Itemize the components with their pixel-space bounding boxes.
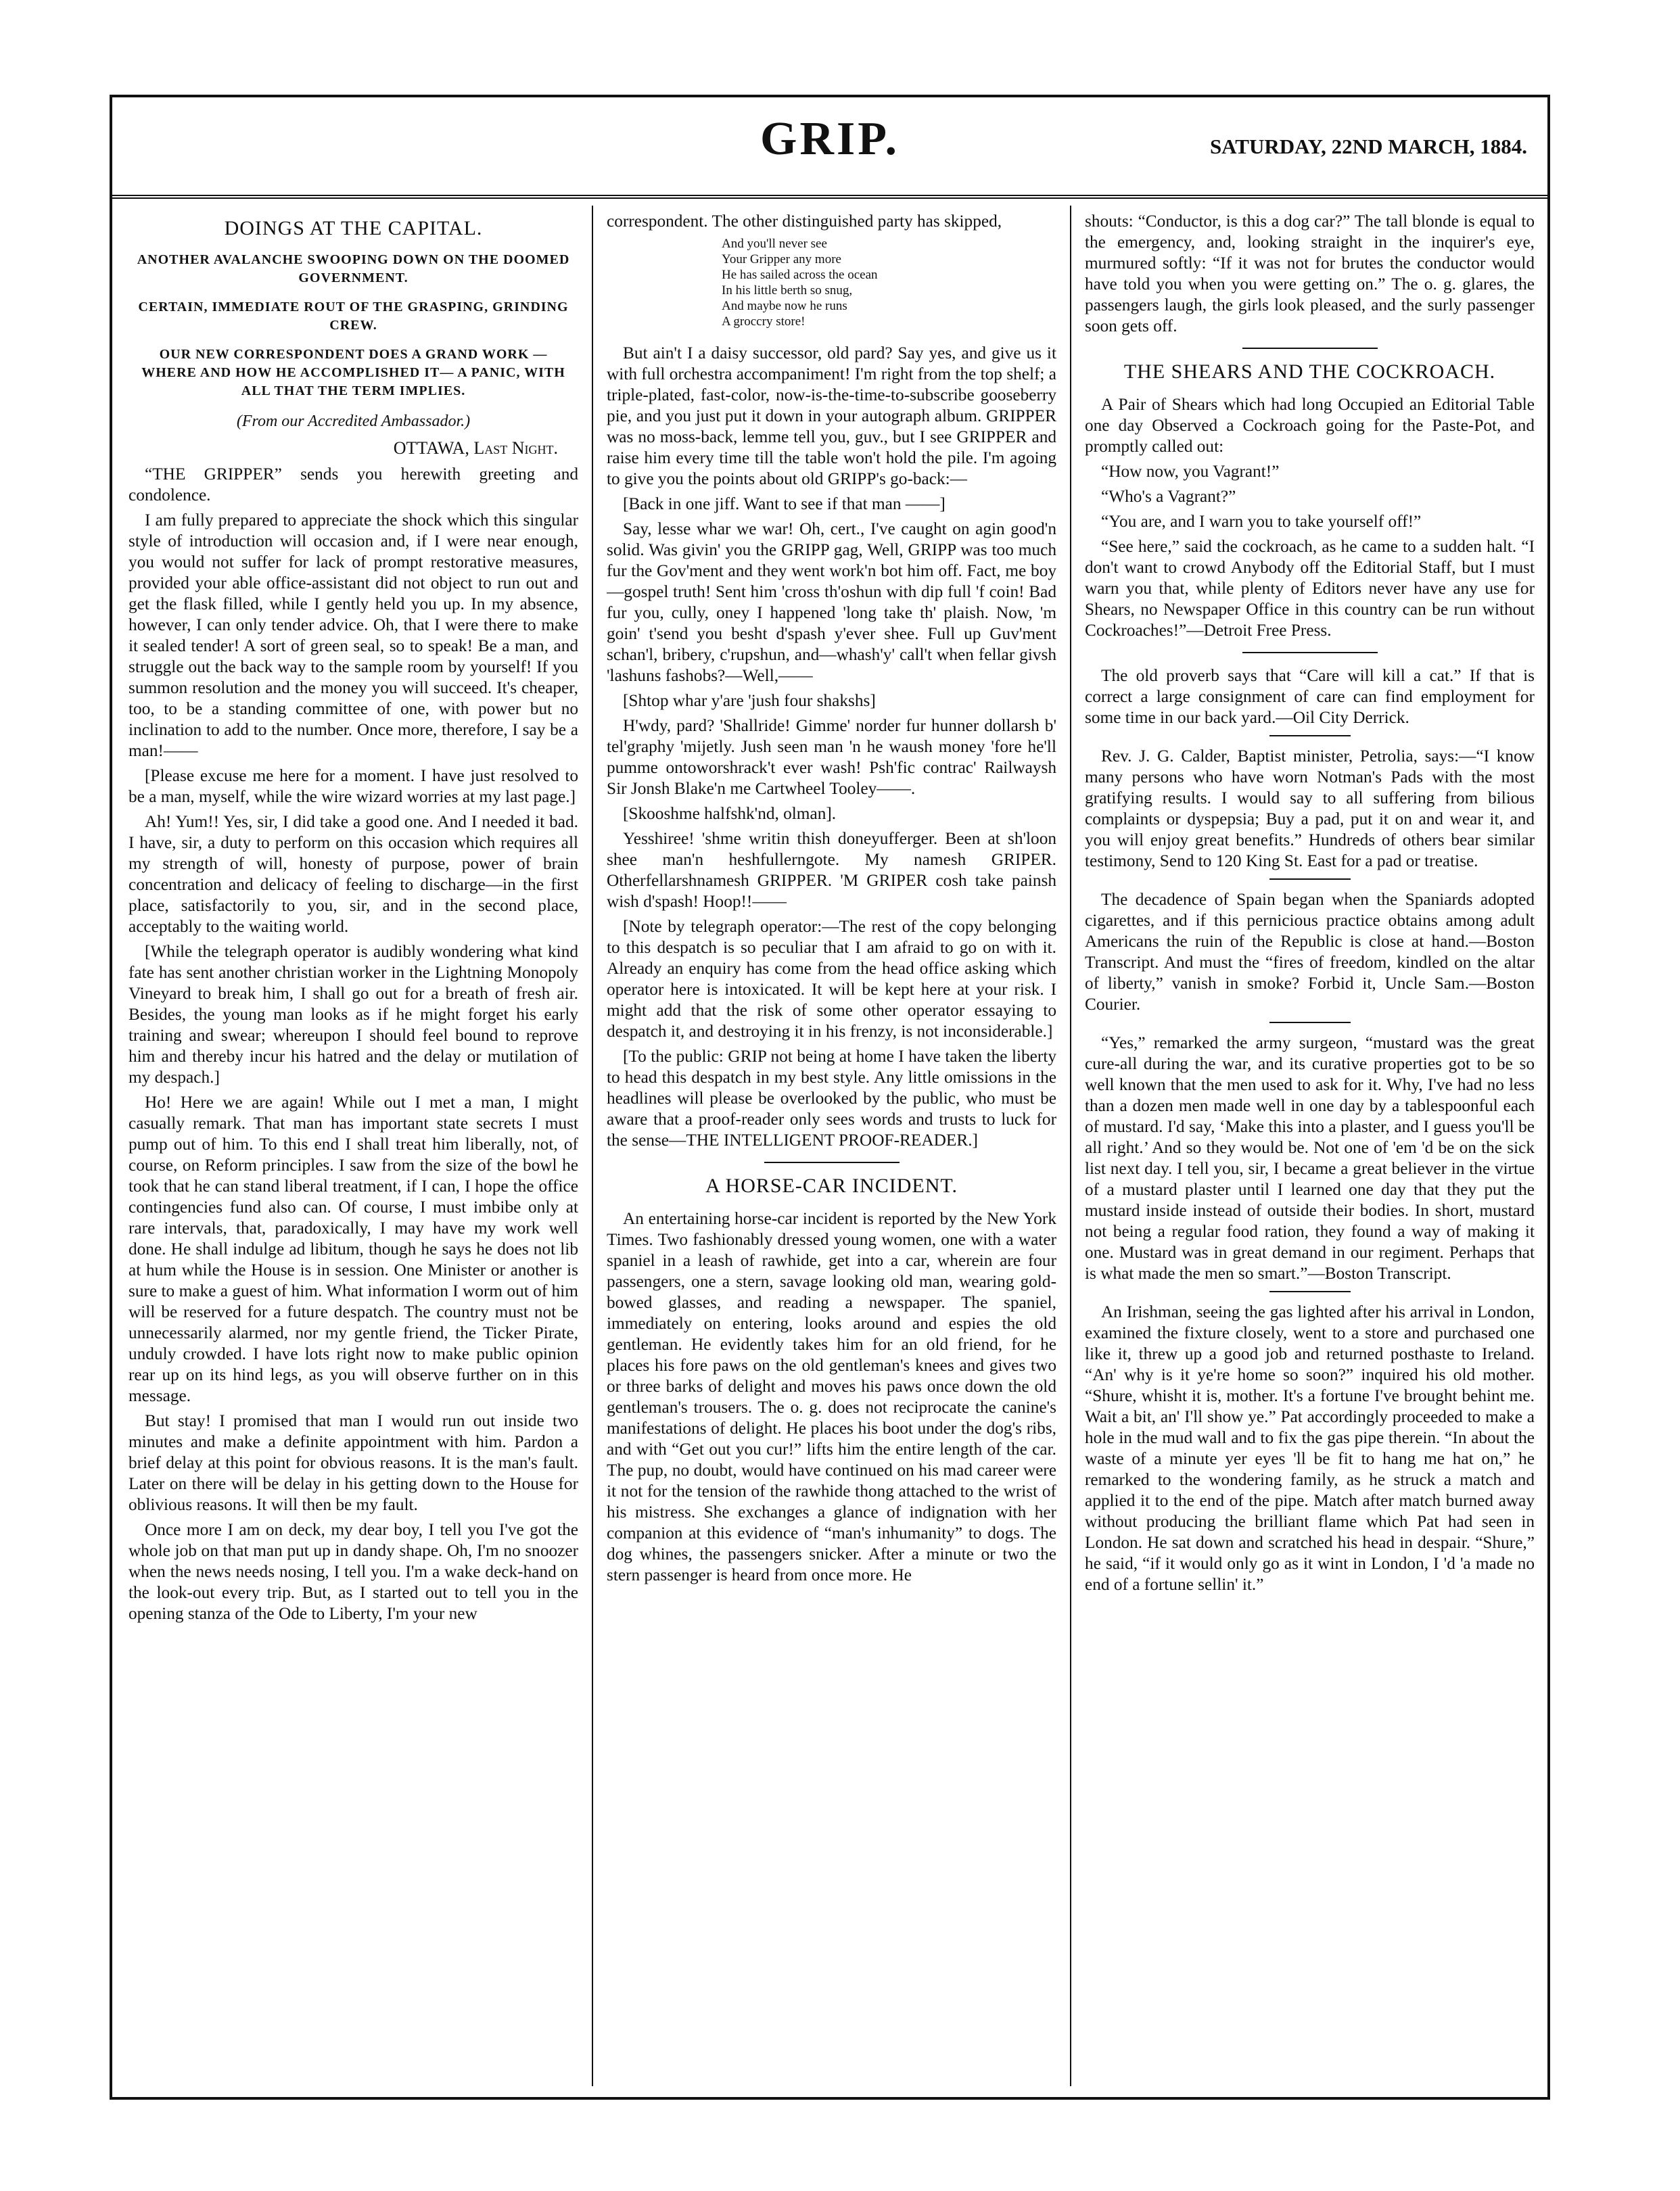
paragraph: “How now, you Vagrant!” (1101, 462, 1280, 481)
section-divider (764, 1162, 900, 1163)
paragraph: Rev. J. G. Calder, Baptist minister, Petrolia, says:—“I know many persons who have worn Notman's Pads with the most gratifying results. I would say to all suffering from bilious complaints or dyspepsia; Buy a pad, put it on and wear it, and you will enjoy great benefits.” Hundreds of others bear similar testimony, Send to 120 King St. East for a pad or treatise. (1085, 747, 1535, 870)
paragraph: H'wdy, pard? 'Shallride! Gimme' norder fur hunner dollarsh b' tel'graphy 'mijetly. Jush seen man 'n he waush money 'fore he'll pumme ontoworshrack't ever wash! Psh'fic contrac' Railwaysh Sir Jonsh Blake'n me Cartwheel Tooley——. (607, 716, 1056, 798)
paragraph: “See here,” said the cockroach, as he came to a sudden halt. “I don't want to crowd Anybody off the Editorial Staff, but I must warn you that, while plenty of Editors never have any use for Shears, no Newspaper Office in this country can be run without Cockroaches!”—Detroit Free Press. (1085, 537, 1535, 640)
paragraph: I am fully prepared to appreciate the shock which this singular style of introduction will occasion and, if I were near enough, you would not suffer for lack of prompt restorative measures, provided your able office-assistant did not object to run out and get the flask filled, while I gently held you up. In my absence, however, I can only tender advice. Oh, that I were there to make it sealed tender! A sort of green seal, so to speak! Be a man, and struggle out the back way to the sample room by yourself! If you summon resolution and the money you will succeed. It's cheaper, too, to be a standing committee of one, with power but no inclination to add to the number. Once more, therefore, I say be a man!—— (129, 511, 578, 760)
verse-line: And you'll never see (722, 237, 827, 251)
column-1 (129, 211, 578, 2084)
verse-line: In his little berth so snug, (722, 283, 853, 298)
section-divider (1242, 348, 1378, 349)
column-rule (1070, 206, 1071, 2086)
masthead-date: SATURDAY, 22ND MARCH, 1884. (1209, 135, 1527, 158)
verse-line: He has sailed across the ocean (722, 268, 878, 282)
paragraph: [Shtop whar y'are 'jush four shakshs] (623, 691, 876, 710)
paragraph: “Who's a Vagrant?” (1101, 487, 1236, 506)
paragraph: Once more I am on deck, my dear boy, I tell you I've got the whole job on that man put up in dandy shape. Oh, I'm no snoozer when the news needs nosing, I tell you. I'm a wake deck-hand on the look-out every trip. But, as I started out to tell you in the opening stanza of the Ode to Liberty, I'm your new (129, 1520, 578, 1623)
section-divider (1242, 652, 1378, 653)
paragraph: [While the telegraph operator is audibly wondering what kind fate has sent another christian worker in the Lightning Monopoly Vineyard to break him, I shall go out for a breath of fresh air. Besides, the young man looks as if he might forget his early training and swear; whereupon I should feel bound to reprove him and thereby incur his hatred and the delay or mutilation of my despach.] (129, 942, 578, 1087)
section-divider (1269, 1022, 1351, 1023)
article-subheading: OUR NEW CORRESPONDENT DOES A GRAND WORK —WHERE AND HOW HE ACCOMPLISHED IT— A PANIC, WITH ALL THAT THE TERM IMPLIES. (141, 347, 565, 398)
column-rule (592, 206, 593, 2086)
paragraph: Yesshiree! 'shme writin thish doneyufferger. Been at sh'loon shee man'n heshfullerngote. My namesh GRIPER. Otherfellarshnamesh GRIPPER. 'M GRIPER cosh take painsh wish d'spash! Hoop!!—— (607, 829, 1056, 911)
section-divider (1269, 1291, 1351, 1292)
paragraph: “You are, and I warn you to take yourself off!” (1101, 512, 1422, 531)
masthead (112, 97, 1547, 199)
verse-line: And maybe now he runs (722, 299, 847, 313)
paragraph: Ho! Here we are again! While out I met a man, I might casually remark. That man has important state secrets I must pump out of him. To this end I shall treat him liberally, not, of course, on Reform principles. I saw from the size of the bowl he took that he can stand liberal treatment, if I can, I hope the office contingencies fund also can. Of course, I must imbibe only at rare intervals, that, paradoxically, I may have my work well done. He shall indulge ad libitum, though he says he does not lib at hum while the House is in session. One Minister or another is sure to make a guest of him. What information I worm out of him will be reserved for a future despatch. The country must not be unnecessarily alarmed, nor my gentle friend, the Ticker Pirate, unduly crowded. I have lots right now to make public opinion rear up on its hind legs, as you will observe further on in this message. (129, 1093, 578, 1405)
verse (722, 236, 1056, 329)
paragraph: A Pair of Shears which had long Occupied an Editorial Table one day Observed a Cockroach going for the Paste-Pot, and promptly called out: (1085, 395, 1535, 456)
paragraph: [Back in one jiff. Want to see if that man ——] (623, 494, 946, 513)
paragraph: The old proverb says that “Care will kill a cat.” If that is correct a large consignment of care can find employment for some time in our back yard.—Oil City Derrick. (1085, 666, 1535, 727)
article-subheading: CERTAIN, IMMEDIATE ROUT OF THE GRASPING, GRINDING CREW. (138, 300, 569, 333)
paragraph: An Irishman, seeing the gas lighted after his arrival in London, examined the fixture closely, went to a store and purchased one like it, threw up a good job and returned posthaste to Ireland. “An' why is it ye're home so soon?” inquired his old mother. “Shure, whisht it is, mother. It's a fortune I've brought behint me. Wait a bit, an' I'll show ye.” Pat accordingly proceeded to make a hole in the mud wall and to fix the gas pipe therein. “In about the waste of a minute yer eyes 'll be fit to hang me hat on,” he remarked to the wondering family, as he struck a match and applied it to the end of the pipe. Match after match burned away without producing the brilliant flame which Pat had seen in London. He sat down and scratched his head in despair. “Shure,” he said, “if it would only go as it wint in London, I 'd 'a made no end of a fortune sellin' it.” (1085, 1302, 1535, 1594)
article-heading: A HORSE-CAR INCIDENT. (705, 1175, 958, 1197)
paragraph: “THE GRIPPER” sends you herewith greeting and condolence. (129, 465, 578, 504)
paragraph: [To the public: GRIP not being at home I have taken the liberty to head this despatch in my best style. Any little omissions in the headlines will please be overlooked by the public, who must be aware that a proof-reader only sees words and trusts to luck for the sense—THE INTELLIGENT PROOF-READER.] (607, 1047, 1056, 1150)
article-heading: THE SHEARS AND THE COCKROACH. (1123, 360, 1496, 383)
article-dateline: OTTAWA, Last Night. (393, 438, 558, 458)
masthead-title: GRIP. (760, 113, 900, 165)
section-divider (1269, 878, 1351, 880)
verse-line: A groccry store! (722, 314, 806, 329)
paragraph: Ah! Yum!! Yes, sir, I did take a good one. And I needed it bad. I have, sir, a duty to perform on this occasion which requires all my strength of will, honesty of purpose, power of brain concentration and delicacy of feeling to discharge—in the first place, satisfactorily to you, sir, and in the second place, acceptably to the waiting world. (129, 812, 578, 936)
paragraph: [Please excuse me here for a moment. I have just resolved to be a man, myself, while the wire wizard worries at my last page.] (129, 766, 578, 806)
verse-line: Your Gripper any more (722, 252, 841, 266)
article-subheading: ANOTHER AVALANCHE SWOOPING DOWN ON THE DOOMED GOVERNMENT. (137, 252, 570, 285)
column-3 (1085, 211, 1535, 2084)
paragraph: [Note by telegraph operator:—The rest of the copy belonging to this despatch is so peculiar that I am afraid to go on with it. Already an enquiry has come from the head office asking which operator here is intoxicated. It will be kept here at your risk. I might add that the risk of some other operator essaying to despatch it, and destroying it in his frenzy, is not inconsiderable.] (607, 917, 1056, 1041)
paragraph: [Skooshme halfshk'nd, olman]. (623, 804, 837, 823)
article-heading: DOINGS AT THE CAPITAL. (224, 217, 483, 239)
paragraph: The decadence of Spain began when the Spaniards adopted cigarettes, and if this pernicious practice obtains among adult Americans the ruin of the Republic is close at hand.—Boston Transcript. And must the “fires of freedom, kindled on the altar of liberty,” vanish in smoke? Forbid it, Uncle Sam.—Boston Courier. (1085, 890, 1535, 1014)
paragraph: But ain't I a daisy successor, old pard? Say yes, and give us it with full orchestra accompaniment! I'm right from the top shelf; a triple-plated, fast-color, now-is-the-time-to-subscribe gooseberry pie, and you just put it down in your autograph album. GRIPPER was no moss-back, lemme tell you, guv., but I see GRIPPER and raise him every time till the table won't hold the pile. I'm agoing to give you the points about old GRIPP's go-back:— (607, 344, 1056, 488)
column-2 (607, 211, 1056, 2084)
paragraph: correspondent. The other distinguished party has skipped, (607, 212, 1002, 231)
paragraph: An entertaining horse-car incident is reported by the New York Times. Two fashionably dressed young women, one with a water spaniel in a leash of rawhide, get into a car, wherein are four passengers, one a stern, savage looking old man, wearing gold-bowed glasses, and reading a newspaper. The spaniel, immediately on entering, looks around and espies the old gentleman. He evidently takes him for an old friend, for he places his fore paws on the old gentleman's knees and gives two or three barks of delight and moves his paws once down the old gentleman's trousers. The o. g. does not reciprocate the canine's manifestations of delight. He places his boot under the dog's ribs, and with “Get out you cur!” lifts him the entire length of the car. The pup, no doubt, would have continued on his mad career were it not for the tension of the rawhide thong attached to the wrist of his mistress. She exchanges a glance of indignation with her companion at this evidence of “man's inhumanity” to dogs. The dog whines, the passengers snicker. After a minute or two the stern passenger is heard from once more. He (607, 1209, 1056, 1584)
newspaper-page (110, 95, 1550, 2100)
paragraph: But stay! I promised that man I would run out inside two minutes and make a definite appointment with him. Pardon a brief delay at this point for obvious reasons. It is the man's fault. Later on there will be delay in his getting down to the House for oblivious reasons. It will then be my fault. (129, 1411, 578, 1514)
paragraph: “Yes,” remarked the army surgeon, “mustard was the great cure-all during the war, and its curative properties got to be so well known that the men used to ask for it. Why, I've had no less than a dozen men made well in one day by a tablespoonful each of mustard. I'd say, ‘Make this into a plaster, and I guess you'll be all right.’ And so they would be. Not one of 'em 'd be on the sick list next day. I tell you, sir, I became a great believer in the virtue of a mustard plaster until I learned one day that they put the mustard inside instead of outside their bodies. In short, mustard not being a regular food ration, they found a way of making it one. Mustard was in great demand in our regiment. Perhaps that is what made the men so smart.”—Boston Transcript. (1085, 1033, 1535, 1283)
paragraph: Say, lesse whar we war! Oh, cert., I've caught on agin good'n solid. Was givin' you the GRIPP gag, Well, GRIPP was too much fur the Gov'ment and they went work'n bot him off. Fact, me boy—gospel truth! Sent him 'cross th'oshun with dip full 'f coin! Bad fur you, cully, oney I happened 'long take th' plaish. Now, 'm goin' t'send you besht d'spash y'ever shee. Full up Guv'ment schan'l, bribery, c'rupshun, and—whash'y' call't when fellar givsh 'lashuns fashobs?—Well,—— (607, 519, 1056, 685)
paragraph: shouts: “Conductor, is this a dog car?” The tall blonde is equal to the emergency, and, looking straight in the inquirer's eye, murmured softly: “If it was not for brutes the conductor would have told you when you were getting on.” The o. g. glares, the passengers laugh, the girls look pleased, and the surly passenger soon gets off. (1085, 212, 1535, 335)
article-source: (From our Accredited Ambassador.) (236, 413, 471, 430)
section-divider (1269, 735, 1351, 736)
